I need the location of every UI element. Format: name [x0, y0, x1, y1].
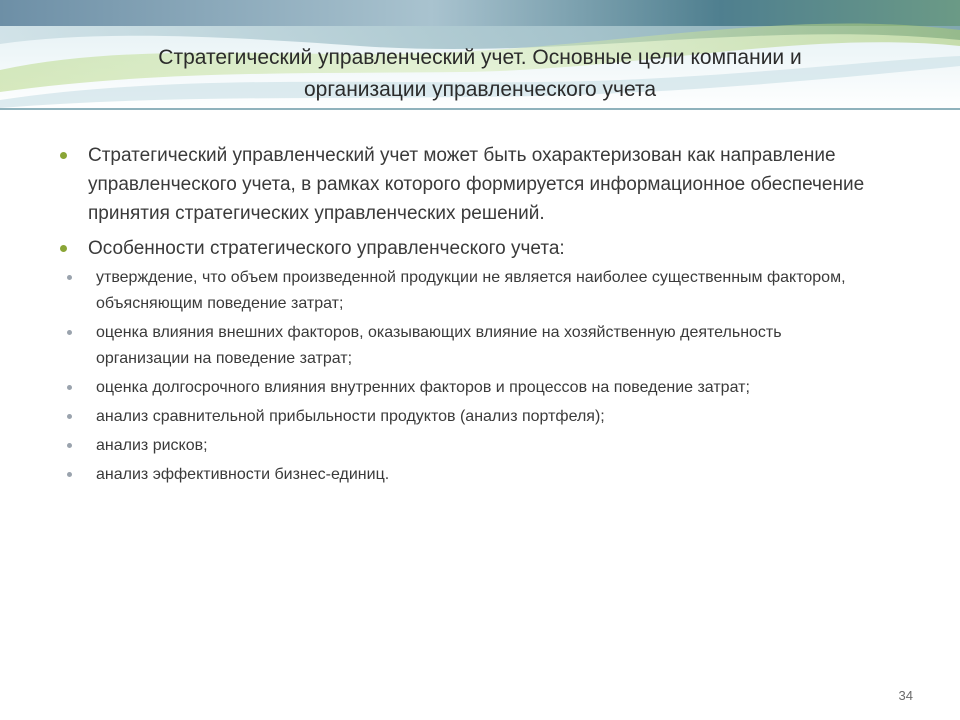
page-number: 34: [898, 688, 913, 703]
bullet-text: Стратегический управленческий учет может быть охарактеризован как направление управленческого учета, в рамках которого формируется информационное обеспечение принятия стратегических управленческих решений.: [88, 145, 865, 224]
sub-bullet-text: оценка влияния внешних факторов, оказывающих влияние на хозяйственную деятельность организации на поведение затрат;: [96, 324, 782, 367]
bullet-text: Особенности стратегического управленческого учета:: [88, 238, 565, 259]
sub-bullet-dot-icon: [67, 443, 72, 448]
bullet-item-features: [58, 234, 878, 488]
slide-content: [58, 141, 878, 488]
sub-bullet-list: [88, 265, 878, 488]
sub-bullet-item: [58, 433, 878, 459]
bullet-dot-icon: [60, 152, 67, 159]
sub-bullet-text: оценка долгосрочного влияния внутренних факторов и процессов на поведение затрат;: [96, 379, 750, 396]
slide-title-line-2: организации управленческого учета: [303, 78, 657, 101]
sub-bullet-item: [58, 265, 878, 317]
bullet-dot-icon: [60, 245, 67, 252]
sub-bullet-text: анализ эффективности бизнес-единиц.: [96, 466, 390, 483]
sub-bullet-item: [58, 404, 878, 430]
bullet-list: [58, 141, 878, 488]
sub-bullet-text: анализ сравнительной прибыльности продуктов (анализ портфеля);: [96, 408, 605, 425]
slide-title-line-1: Стратегический управленческий учет. Основные цели компании и: [158, 46, 802, 69]
sub-bullet-item: [58, 462, 878, 488]
sub-bullet-dot-icon: [67, 330, 72, 335]
sub-bullet-dot-icon: [67, 385, 72, 390]
sub-bullet-item: [58, 320, 878, 372]
sub-bullet-item: [58, 375, 878, 401]
sub-bullet-dot-icon: [67, 472, 72, 477]
slide-title: [80, 42, 880, 106]
sub-bullet-dot-icon: [67, 275, 72, 280]
sub-bullet-text: утверждение, что объем произведенной продукции не является наиболее существенным фактором, объясняющим поведение затрат;: [96, 269, 846, 312]
bullet-item-definition: [58, 141, 878, 228]
sub-bullet-dot-icon: [67, 414, 72, 419]
sub-bullet-text: анализ рисков;: [96, 437, 208, 454]
